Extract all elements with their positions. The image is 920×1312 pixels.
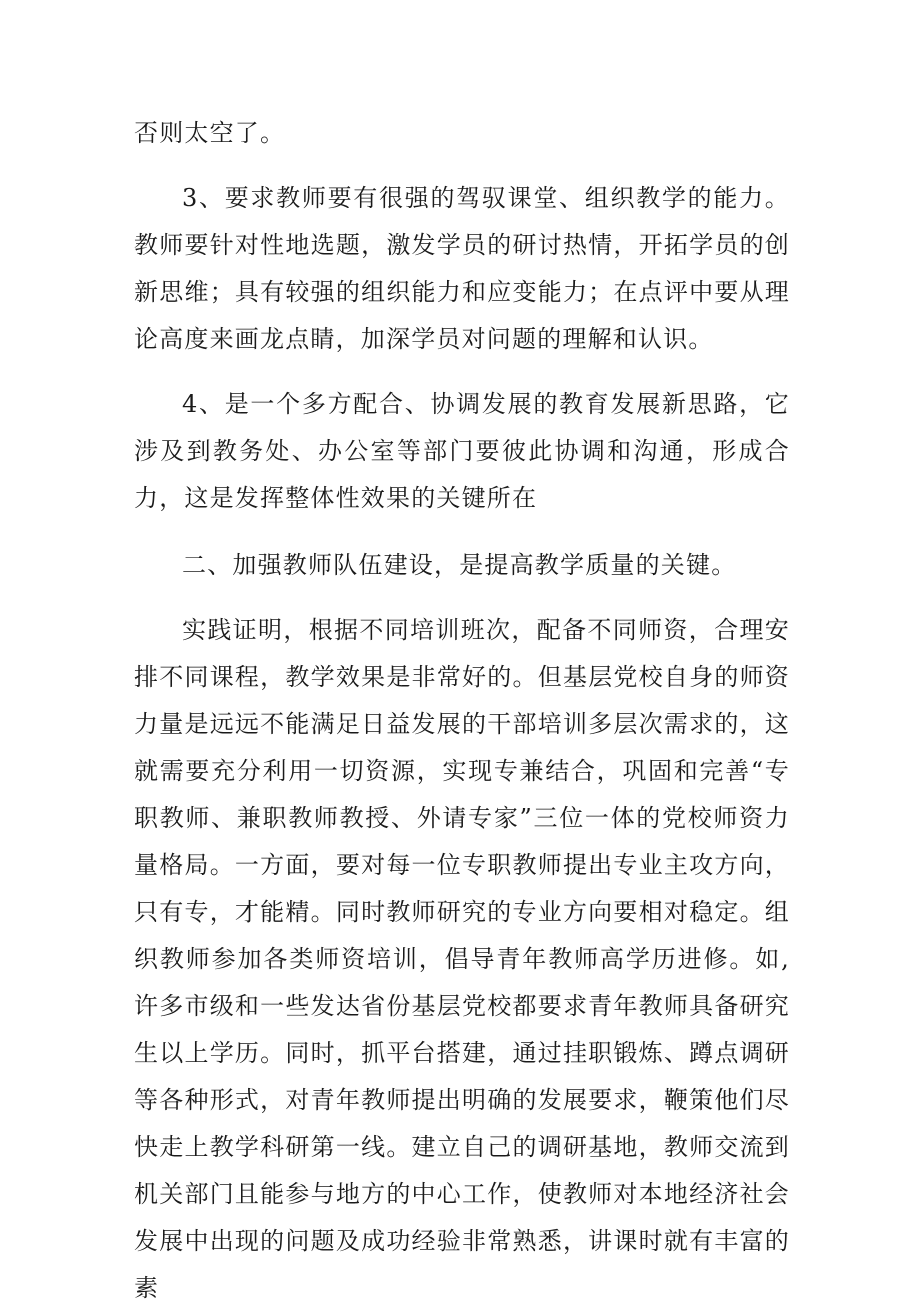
paragraph-continuation: 否则太空了。 <box>134 119 286 147</box>
section-heading-two: 二、加强教师队伍建设，是提高教学质量的关键。 <box>182 551 737 579</box>
paragraph-item-4: 4、是一个多方配合、协调发展的教育发展新思路，它涉及到教务处、办公室等部门要彼此协调和沟通，形成合力，这是发挥整体性效果的关键所在 <box>134 390 790 512</box>
document-body <box>134 110 790 1312</box>
paragraph-teacher-team: 实践证明，根据不同培训班次，配备不同师资，合理安排不同课程，教学效果是非常好的。但基层党校自身的师资力量是远远不能满足日益发展的干部培训多层次需求的，这就需要充分利用一切资源，实现专兼结合，巩固和完善“专职教师、兼职教师教授、外请专家”三位一体的党校师资力量格局。一方面，要对每一位专职教师提出专业主攻方向，只有专，才能精。同时教师研究的专业方向要相对稳定。组织教师参加各类师资培训，倡导青年教师高学历进修。如,许多市级和一些发达省份基层党校都要求青年教师具备研究生以上学历。同时，抓平台搭建，通过挂职锻炼、蹲点调研等各种形式，对青年教师提出明确的发展要求，鞭策他们尽快走上教学科研第一线。建立自己的调研基地，教师交流到机关部门且能参与地方的中心工作，使教师对本地经济社会发展中出现的问题及成功经验非常熟悉，讲课时就有丰富的素 <box>134 616 790 1302</box>
paragraph-item-3: 3、要求教师要有很强的驾驭课堂、组织教学的能力。教师要针对性地选题，激发学员的研讨热情，开拓学员的创新思维；具有较强的组织能力和应变能力；在点评中要从理论高度来画龙点睛，加深学员对问题的理解和认识。 <box>134 184 790 353</box>
